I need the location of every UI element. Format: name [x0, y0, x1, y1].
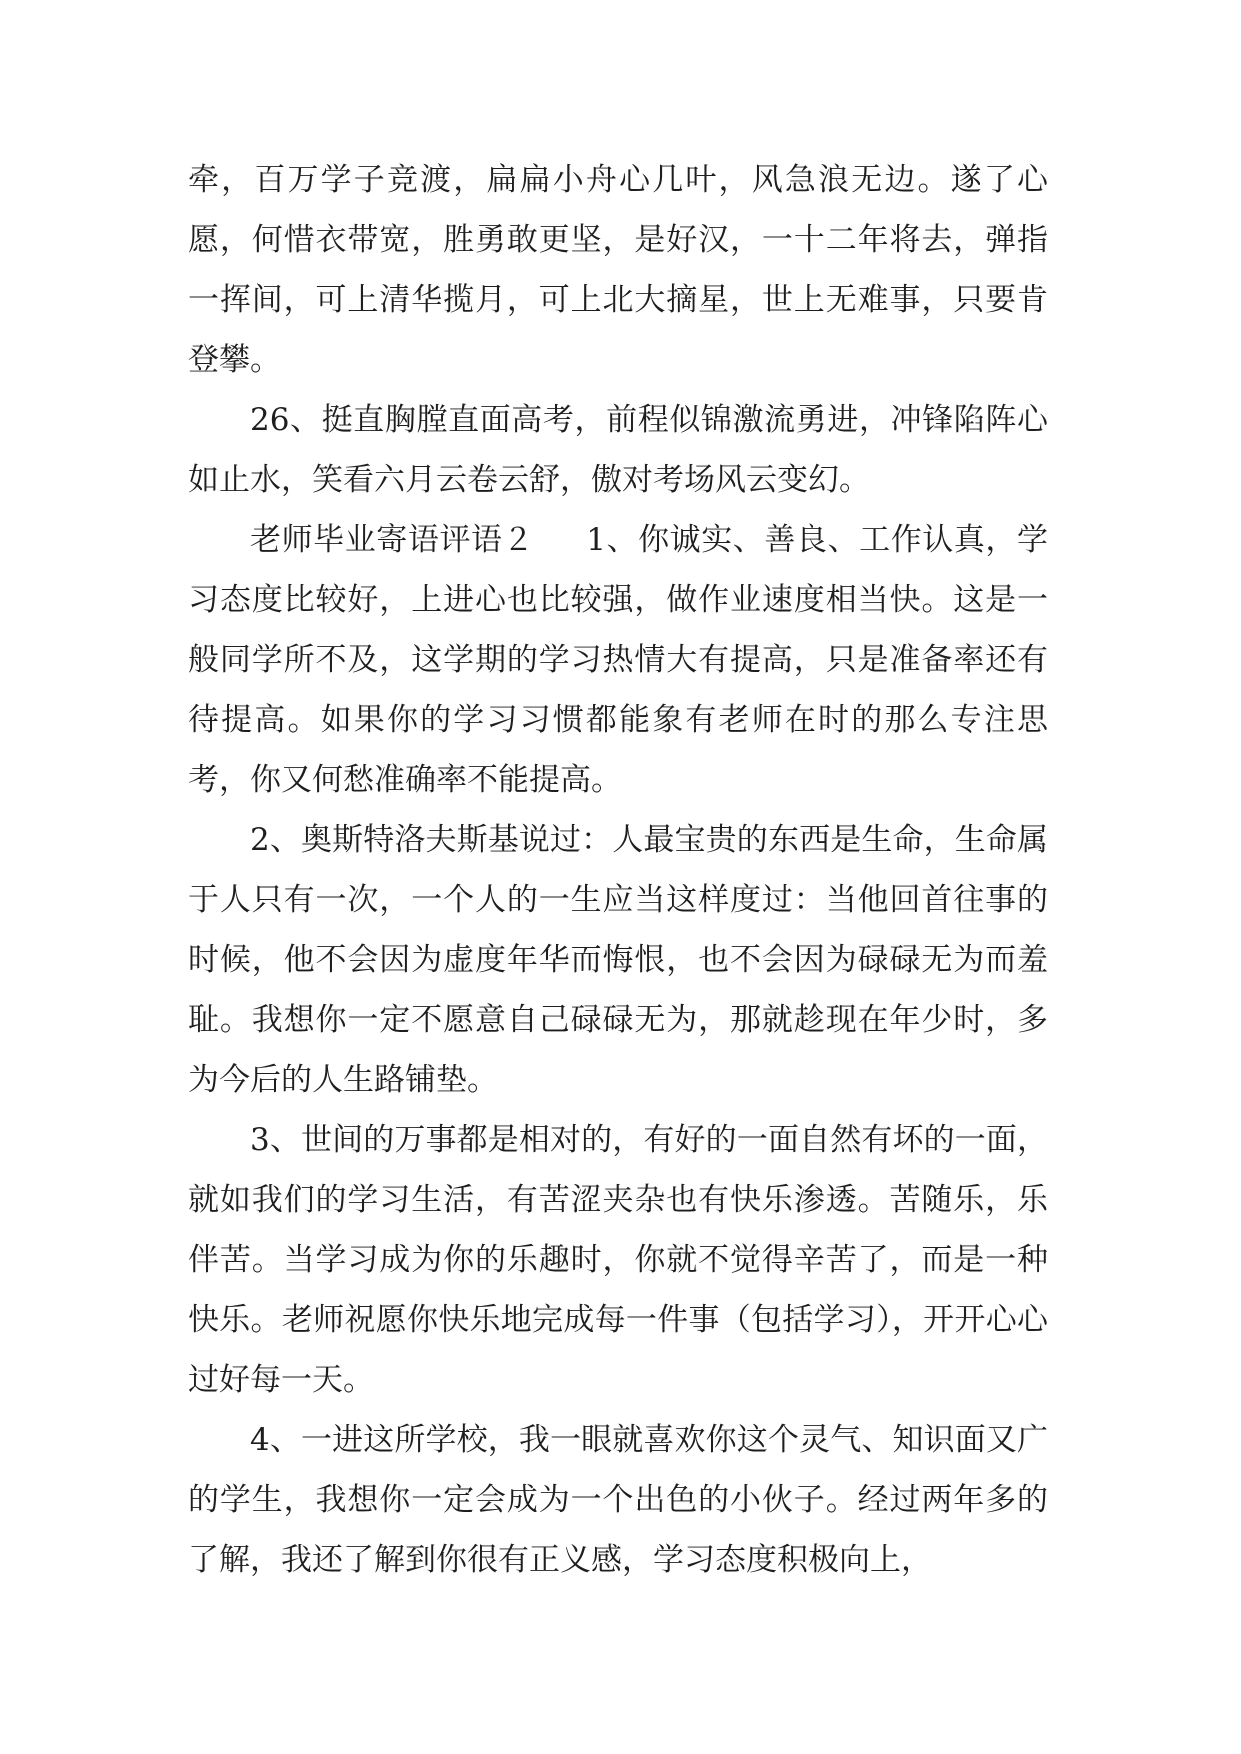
paragraph-3: 3、世间的万事都是相对的，有好的一面自然有坏的一面，就如我们的学习生活，有苦涩夹杂也有快乐渗透。苦随乐，乐伴苦。当学习成为你的乐趣时，你就不觉得辛苦了，而是一种快乐。老师祝愿你快乐地完成每一件事（包括学习），开开心心过好每一天。 [188, 1122, 1048, 1398]
paragraph-4: 4、一进这所学校，我一眼就喜欢你这个灵气、知识面又广的学生，我想你一定会成为一个出色的小伙子。经过两年多的了解，我还了解到你很有正义感，学习态度积极向上， [188, 1422, 1048, 1578]
paragraph-2: 2、奥斯特洛夫斯基说过：人最宝贵的东西是生命，生命属于人只有一次，一个人的一生应当这样度过：当他回首往事的时候，他不会因为虚度年华而悔恨，也不会因为碌碌无为而羞耻。我想你一定不愿意自己碌碌无为，那就趁现在年少时，多为今后的人生路铺垫。 [188, 822, 1048, 1098]
document-body [188, 150, 1048, 1590]
paragraph-26: 26、挺直胸膛直面高考，前程似锦激流勇进，冲锋陷阵心如止水，笑看六月云卷云舒，傲对考场风云变幻。 [188, 402, 1048, 498]
paragraph-section-start [188, 510, 1048, 810]
paragraph-continuation: 牵，百万学子竞渡，扁扁小舟心几叶，风急浪无边。遂了心愿，何惜衣带宽，胜勇敢更坚，是好汉，一十二年将去，弹指一挥间，可上清华揽月，可上北大摘星，世上无难事，只要肯登攀。 [188, 162, 1048, 378]
paragraph-1: 1、你诚实、善良、工作认真，学习态度比较好，上进心也比较强，做作业速度相当快。这是一般同学所不及，这学期的学习热情大有提高，只是准备率还有待提高。如果你的学习习惯都能象有老师在时的那么专注思考，你又何愁准确率不能提高。 [188, 522, 1048, 798]
section-heading: 老师毕业寄语评语２ [250, 522, 535, 558]
